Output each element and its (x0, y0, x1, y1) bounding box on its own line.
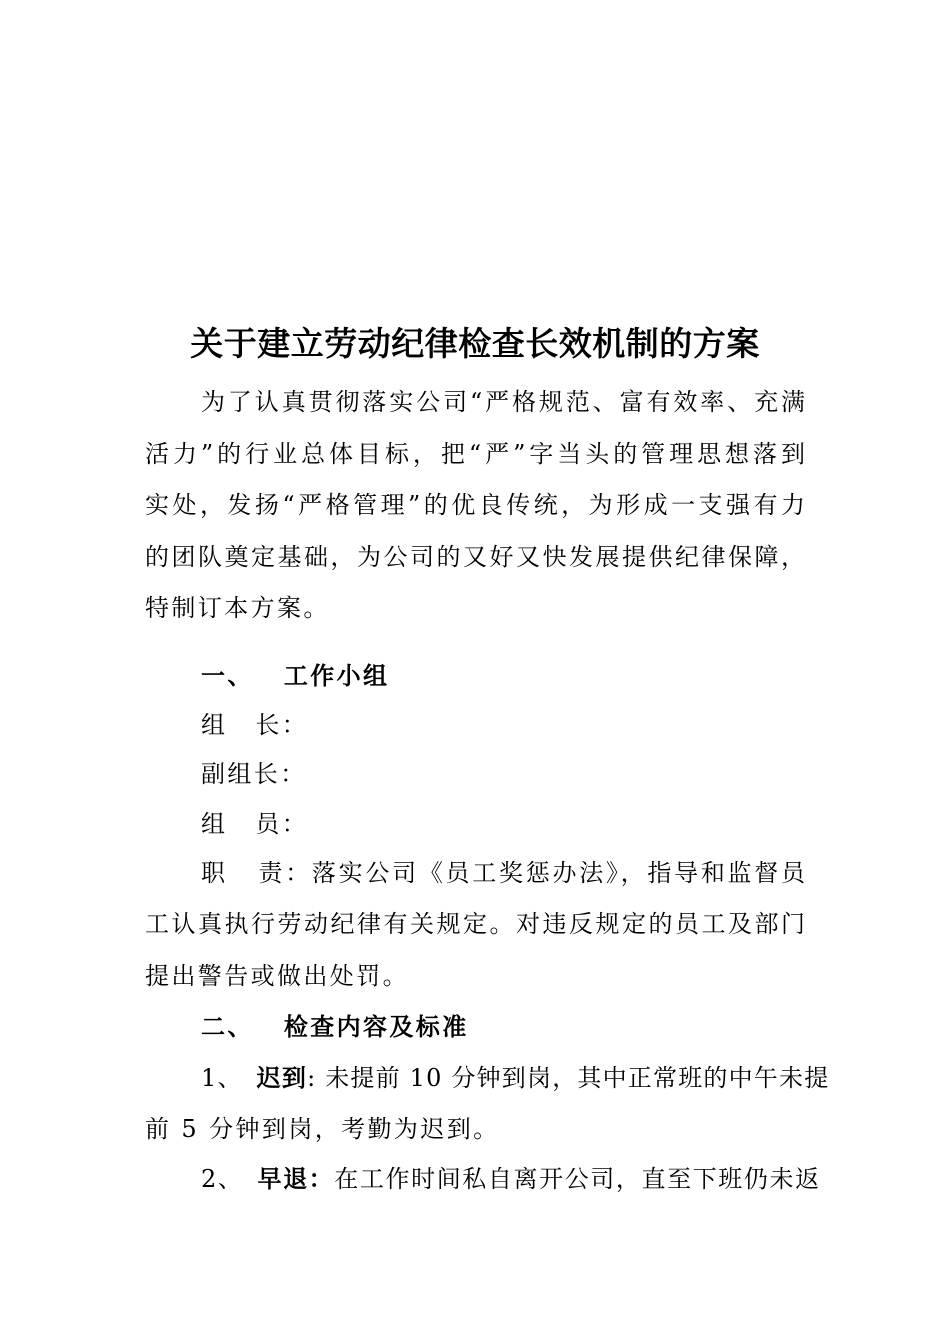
item-2-term: 早退： (257, 1164, 335, 1193)
member-field (201, 806, 308, 842)
item-1-line-2: 前 5 分钟到岗，考勤为迟到。 (145, 1115, 500, 1143)
deputy-field: 副组长： (201, 760, 307, 788)
leader-label-a: 组 (201, 711, 228, 739)
item-2-line-1 (201, 1161, 821, 1197)
document-title: 关于建立劳动纪律检查长效机制的方案 (190, 324, 760, 363)
member-label-a: 组 (201, 810, 228, 838)
item-1-number: 1、 (201, 1064, 243, 1092)
item-2-number: 2、 (201, 1165, 244, 1193)
item-1-term: 迟到 (256, 1063, 308, 1092)
item-1-text: : 未提前 10 分钟到岗，其中正常班的中午未提 (307, 1064, 830, 1092)
intro-line-3: 实处，发扬“严格管理”的优良传统，为形成一支强有力 (145, 491, 805, 519)
duty-line-1 (201, 855, 805, 891)
section-2-number: 二、 (201, 1012, 254, 1041)
section-1-heading (201, 658, 389, 694)
intro-line-5: 特制订本方案。 (145, 594, 330, 622)
intro-line-1: 为了认真贯彻落实公司“严格规范、富有效率、充满 (201, 388, 805, 416)
duty-line-2: 工认真执行劳动纪律有关规定。对违反规定的员工及部门 (145, 910, 805, 938)
intro-line-2: 活力”的行业总体目标，把“严”字当头的管理思想落到 (145, 440, 805, 468)
section-1-title: 工作小组 (283, 661, 390, 690)
leader-field (201, 707, 308, 743)
item-1-line-1 (201, 1060, 829, 1096)
duty-label-a: 职 (201, 859, 228, 887)
duty-text: 责：落实公司《员工奖惩办法》，指导和监督员 (255, 859, 806, 887)
duty-line-3: 提出警告或做出处罚。 (145, 962, 409, 990)
section-2-heading (201, 1009, 469, 1045)
member-label-b: 员： (255, 810, 309, 838)
intro-line-4: 的团队奠定基础，为公司的又好又快发展提供纪律保障， (145, 543, 805, 571)
section-2-title: 检查内容及标准 (283, 1012, 469, 1041)
leader-label-b: 长： (255, 711, 309, 739)
section-1-number: 一、 (201, 661, 254, 690)
item-2-text: 在工作时间私自离开公司，直至下班仍未返 (334, 1165, 821, 1193)
